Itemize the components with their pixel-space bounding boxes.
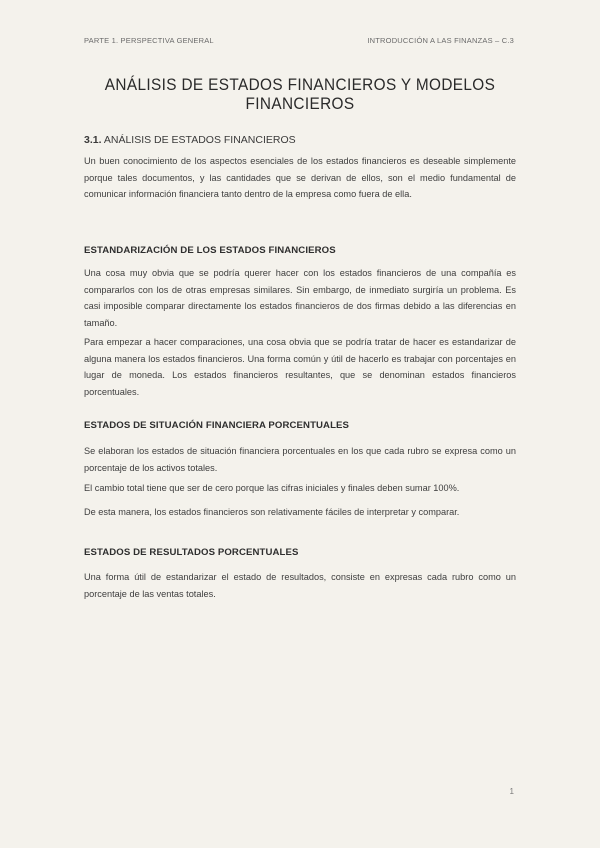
paragraph: De esta manera, los estados financieros son relativamente fáciles de interpretar y comparar. <box>84 507 460 517</box>
paragraph: Una cosa muy obvia que se podría querer hacer con los estados financieros de una compañía es compararlos con los de otras empresas similares. Sin embargo, de inmediato surgiría un problema. Es casi imposible comparar directamente los estados financieros de dos firmas debido a las diferencias en tamaño. <box>84 268 516 328</box>
section-number: 3.1. <box>84 134 102 146</box>
document-title: ANÁLISIS DE ESTADOS FINANCIEROS Y MODELOS FINANCIEROS <box>104 76 496 113</box>
header-left: PARTE 1. PERSPECTIVA GENERAL <box>84 36 214 45</box>
paragraph: Para empezar a hacer comparaciones, una cosa obvia que se podría tratar de hacer es estandarizar de alguna manera los estados financieros. Una forma común y útil de hacerlo es trabajar con porcentajes en lugar de moneda. Los estados financieros resultantes, que se denominan estados financieros porcentuales. <box>84 337 516 397</box>
subsection-body <box>84 265 516 331</box>
subsection-body <box>84 443 516 476</box>
subsection-standardization <box>84 245 516 256</box>
subsection-body <box>84 504 516 521</box>
subsection-balance-sheet <box>84 420 516 431</box>
subsection-body <box>84 480 516 497</box>
section-title: ANÁLISIS DE ESTADOS FINANCIEROS <box>103 134 296 146</box>
subsection-body <box>84 334 516 400</box>
section-intro-block <box>84 153 516 203</box>
subsection-heading: ESTADOS DE SITUACIÓN FINANCIERA PORCENTUALES <box>84 420 350 431</box>
subsection-income-statement <box>84 547 516 558</box>
paragraph: El cambio total tiene que ser de cero porque las cifras iniciales y finales deben sumar 100%. <box>84 483 460 493</box>
paragraph: Se elaboran los estados de situación financiera porcentuales en los que cada rubro se expresa como un porcentaje de los activos totales. <box>84 446 516 473</box>
subsection-heading: ESTADOS DE RESULTADOS PORCENTUALES <box>84 547 299 558</box>
header-right: INTRODUCCIÓN A LAS FINANZAS – C.3 <box>367 36 514 45</box>
paragraph: Un buen conocimiento de los aspectos esenciales de los estados financieros es deseable simplemente porque tales documentos, y las cantidades que se derivan de ellos, son el medio fundamental de comunicar información financiera tanto dentro de la empresa como fuera de ella. <box>84 156 516 200</box>
paragraph: Una forma útil de estandarizar el estado de resultados, consiste en expresas cada rubro como un porcentaje de las ventas totales. <box>84 572 516 599</box>
page-number: 1 <box>509 787 514 796</box>
subsection-body <box>84 569 516 602</box>
section-heading <box>84 134 296 146</box>
subsection-heading: ESTANDARIZACIÓN DE LOS ESTADOS FINANCIEROS <box>84 245 336 256</box>
running-header <box>84 36 514 50</box>
